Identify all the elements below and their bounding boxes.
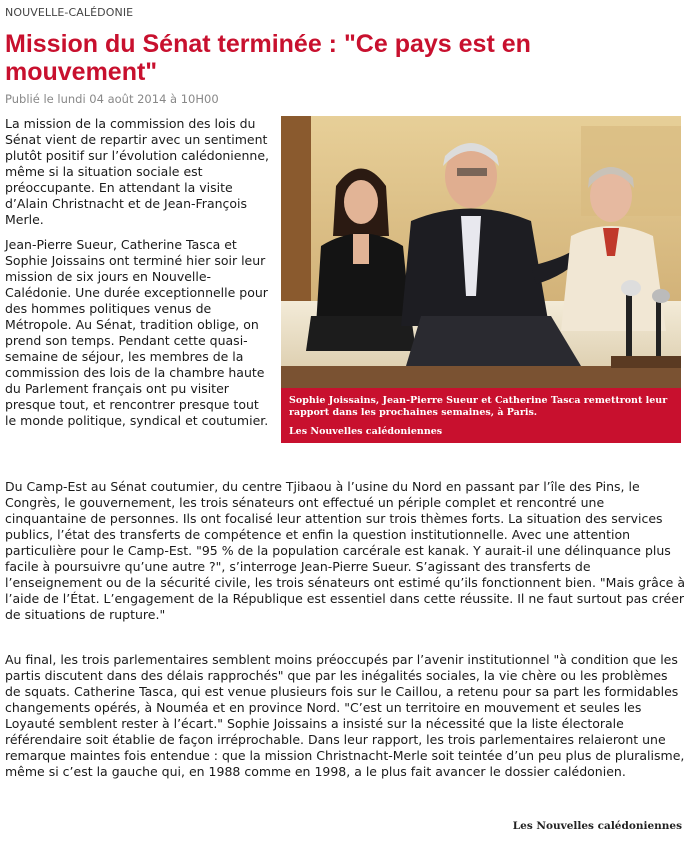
photo-caption-text: Sophie Joissains, Jean-Pierre Sueur et Catherine Tasca remettront leur rapport dans les prochaines semaines, à Paris. [289,395,668,418]
lead-paragraph: La mission de la commission des lois du Sénat vient de repartir avec un sentiment plutôt positif sur l’évolution calédonienne, même si la situation sociale est préoccupante. En attendant la visite d’Alain Christnacht et de Jean-François Merle. [5,116,269,227]
lead-column [5,116,271,438]
article-headline: Mission du Sénat terminée : "Ce pays est en mouvement" [5,30,531,86]
senators-photo [281,116,681,388]
article-photo-figure [281,116,681,443]
body-paragraph-1: Jean-Pierre Sueur, Catherine Tasca et Sophie Joissains ont terminé hier soir leur mission de six jours en Nouvelle-Calédonie. Une durée exceptionnelle pour des hommes politiques venus de Métropole. Au Sénat, tradition oblige, on prend son temps. Pendant cette quasi-semaine de séjour, les membres de la commission des lois de la chambre haute du Parlement français ont pu visiter presque tout, et rencontrer presque tout le monde politique, syndical et coutumier. [5,237,269,428]
body-paragraph-3: Au final, les trois parlementaires semblent moins préoccupés par l’avenir institutionnel "à condition que les partis discutent dans des délais rapprochés" que par les inégalités sociales, la vie chère ou les problèmes de squats. Catherine Tasca, qui est venue plusieurs fois sur le Caillou, a retenu pour sa part les formidables changements opérés, à Nouméa et en province Nord. "C’est un territoire en mouvement et seules les Loyauté semblent rester à l’écart." Sophie Joissains a insisté sur la nécessité que la liste électorale référendaire soit établie de façon irréprochable. Dans leur rapport, les trois parlementaires relaieront une remarque maintes fois entendue : que la mission Christnacht-Merle soit teintée d’un peu plus de pluralisme, même si c’est la gauche qui, en 1988 comme en 1998, a le plus fait avancer le dossier calédonien. [5,652,685,779]
section-rubric[interactable]: NOUVELLE-CALÉDONIE [5,6,134,19]
publication-date: Publié le lundi 04 août 2014 à 10H00 [5,92,219,106]
article-signature: Les Nouvelles calédoniennes [512,820,682,832]
body-paragraph-2: Du Camp-Est au Sénat coutumier, du centre Tjibaou à l’usine du Nord en passant par l’île des Pins, le Congrès, le gouvernement, les trois sénateurs ont effectué un périple complet et rencontré une cinquantaine de personnes. Ils ont focalisé leur attention sur trois thèmes forts. La situation des services publics, l’état des transferts de compétence et enfin la question institutionnelle. Avec une attention particulière pour le Camp-Est. "95 % de la population carcérale est kanak. Y aurait-il une délinquance plus facile à poursuivre qu’une autre ?", s’interroge Jean-Pierre Sueur. S’agissant des transferts de l’enseignement ou de la sécurité civile, les trois sénateurs ont estimé qu’ils fonctionnent bien. "Mais grâce à l’aide de l’État. L’engagement de la République est essentiel dans cette réussite. Il ne faut surtout pas créer de situations de rupture." [5,479,686,622]
photo-credit: Les Nouvelles calédoniennes [289,426,443,437]
photo-caption [281,388,681,443]
